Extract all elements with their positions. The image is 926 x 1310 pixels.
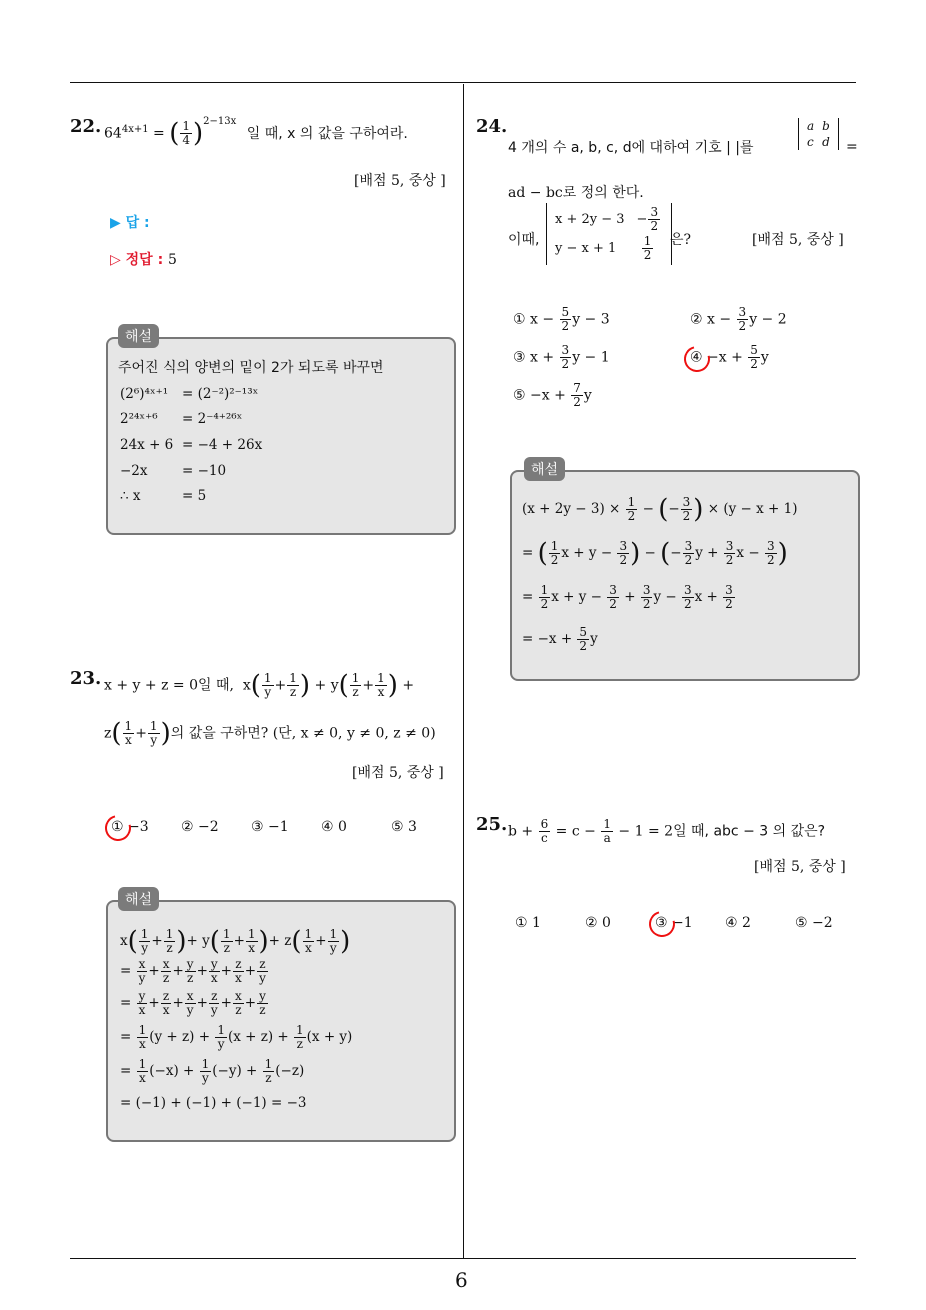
q23-step-4: = $\frac{1}{x}$ (y + z) + $\frac{1}{y}$ (x + z) + $\frac{1}{z}$ (x + y) <box>120 1023 353 1051</box>
q24-line1: 4 개의 수 a, b, c, d에 대하여 기호 | |를 <box>508 140 754 156</box>
q24-step-2: = ( $\frac{1}{2}$ x + y − $\frac{3}{2}$ ) − (− $\frac{3}{2}$ y + $\frac{3}{2}$ x − $\frac{3}{2}$ ) <box>522 538 788 569</box>
q22-step-3: 24x + 6 = −4 + 26x <box>120 437 263 453</box>
q24-matrix: x + 2y − 3 − $\frac{3}{2}$ y − x + 1 $\frac{1}{2}$ <box>546 203 672 265</box>
q22-explanation-intro: 주어진 식의 양변의 밑이 2가 되도록 바꾸면 <box>118 360 384 376</box>
q22-correct: ▷ 정답 : 5 <box>110 252 177 268</box>
q24-choice-3[interactable]: ③ x + $\frac{3}{2}$ y − 1 <box>513 343 610 371</box>
q22-step-2: 2²⁴ˣ⁺⁶ = 2⁻⁴⁺²⁶ˣ <box>120 411 243 427</box>
q25-score: [배점 5, 중상 ] <box>754 859 846 875</box>
page-number: 6 <box>455 1268 468 1292</box>
q22-explanation-tag: 해설 <box>118 324 159 348</box>
q24-score: [배점 5, 중상 ] <box>752 232 844 248</box>
q22-step-4: −2x = −10 <box>120 463 227 479</box>
q24-line2: ad − bc로 정의 한다. <box>508 185 644 201</box>
q22-question: $64^{4x+1}$ = ( $\frac{1}{4}$ )$^{2-13x}$ 일 때, x 의 값을 구하여라. <box>104 115 408 149</box>
q23-question-line2: z( $\frac{1}{x}$ + $\frac{1}{y}$ )의 값을 구하면? (단, x ≠ 0, y ≠ 0, z ≠ 0) <box>104 718 436 749</box>
q24-step-4: = −x + $\frac{5}{2}$ y <box>522 625 598 653</box>
q25-answer-mark <box>644 906 680 942</box>
q23-step-2: = $\frac{x}{y}$ + $\frac{x}{z}$ + $\frac{y}{z}$ + $\frac{y}{x}$ + $\frac{z}{x}$ + $\frac{z}{y}$ <box>120 957 266 985</box>
q24-choice-5[interactable]: ⑤ −x + $\frac{7}{2}$ y <box>513 381 592 409</box>
q23-explanation-tag: 해설 <box>118 887 159 911</box>
q23-choice-5[interactable]: ⑤ 3 <box>391 819 417 835</box>
q22-score: [배점 5, 중상 ] <box>354 173 446 189</box>
q23-choice-4[interactable]: ④ 0 <box>321 819 347 835</box>
column-divider <box>463 84 464 1259</box>
q23-score: [배점 5, 중상 ] <box>352 765 444 781</box>
q23-choice-1[interactable]: ① −3 <box>111 819 149 835</box>
q23-question-line1: x + y + z = 0일 때, x( $\frac{1}{y}$ + $\frac{1}{z}$ ) + y( $\frac{1}{z}$ + $\frac{1}{x}$ ) + <box>104 670 415 701</box>
q23-step-5: = $\frac{1}{x}$ (−x) + $\frac{1}{y}$ (−y) + $\frac{1}{z}$ (−z) <box>120 1057 305 1085</box>
q25-choice-3[interactable]: ③ −1 <box>655 915 693 931</box>
q24-equals: = <box>846 139 858 155</box>
q22-answer-label: ▶ 답 : <box>110 215 150 231</box>
q23-number: 23. <box>70 668 102 689</box>
q24-line3b: 은? <box>670 232 692 248</box>
q25-choice-5[interactable]: ⑤ −2 <box>795 915 833 931</box>
q23-step-6: = (−1) + (−1) + (−1) = −3 <box>120 1095 307 1111</box>
q25-choice-2[interactable]: ② 0 <box>585 915 611 931</box>
q24-line3a: 이때, <box>508 232 540 248</box>
q24-determinant-symbol: a b c d <box>798 118 839 150</box>
bottom-rule <box>70 1258 856 1259</box>
top-rule <box>70 82 856 83</box>
q24-choice-4[interactable]: ④ −x + $\frac{5}{2}$ y <box>690 343 769 371</box>
q24-choice-1[interactable]: ① x − $\frac{5}{2}$ y − 3 <box>513 305 610 333</box>
q25-choice-4[interactable]: ④ 2 <box>725 915 751 931</box>
q24-number: 24. <box>476 116 508 137</box>
q22-step-5: ∴ x = 5 <box>120 488 207 504</box>
q24-step-3: = $\frac{1}{2}$ x + y − $\frac{3}{2}$ + $\frac{3}{2}$ y − $\frac{3}{2}$ x + $\frac{3}{2}$ <box>522 583 733 611</box>
q23-step-1: x( $\frac{1}{y}$ + $\frac{1}{z}$ )+ y( $\frac{1}{z}$ + $\frac{1}{x}$ )+ z( $\frac{1}{x}$ + $\frac{1}{y}$ ) <box>120 926 351 957</box>
q24-step-1: (x + 2y − 3) × $\frac{1}{2}$ − (− $\frac{3}{2}$ ) × (y − x + 1) <box>522 494 798 525</box>
q24-explanation-tag: 해설 <box>524 457 565 481</box>
q23-step-3: = $\frac{y}{x}$ + $\frac{z}{x}$ + $\frac{x}{y}$ + $\frac{z}{y}$ + $\frac{x}{z}$ + $\frac{y}{z}$ <box>120 989 266 1017</box>
q22-step-1: (2⁶)⁴ˣ⁺¹ = (2⁻²)²⁻¹³ˣ <box>120 386 259 402</box>
q22-number: 22. <box>70 116 102 137</box>
q25-number: 25. <box>476 814 508 835</box>
q25-choice-1[interactable]: ① 1 <box>515 915 541 931</box>
q23-choice-3[interactable]: ③ −1 <box>251 819 289 835</box>
q24-choice-2[interactable]: ② x − $\frac{3}{2}$ y − 2 <box>690 305 787 333</box>
q23-choice-2[interactable]: ② −2 <box>181 819 219 835</box>
q23-answer-mark <box>100 810 136 846</box>
q25-question: b + $\frac{6}{c}$ = c − $\frac{1}{a}$ − 1 = 2일 때, abc − 3 의 값은? <box>508 817 826 845</box>
